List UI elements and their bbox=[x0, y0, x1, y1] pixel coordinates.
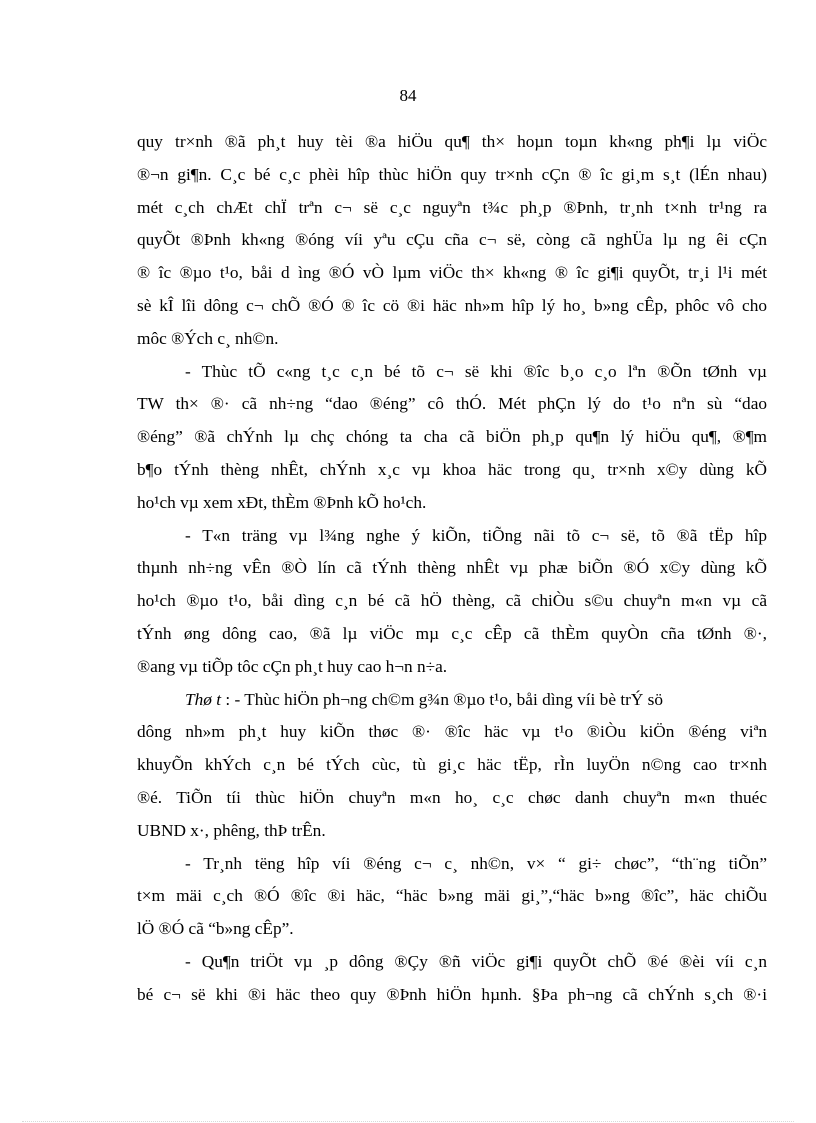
text-line: ®é. TiÕn tíi thùc hiÖn chuyªn m«n ho¸ c¸c chøc danh chuyªn m«n thuéc bbox=[137, 787, 767, 807]
text-line: ho¹ch vµ xem xÐt, thÈm ®Þnh kÕ ho¹ch. bbox=[137, 492, 427, 512]
text-line: thµnh nh÷ng vÊn ®Ò lín cã tÝnh thèng nhÊt vµ phæ biÕn ®Ó x©y dùng kÕ bbox=[137, 558, 767, 578]
page-number: 84 bbox=[399, 86, 417, 105]
text-line: ho¹ch ®µo t¹o, båi dìng c¸n bé cã hÖ thèng, cã chiÒu s©u chuyªn m«n vµ cã bbox=[137, 591, 767, 611]
text-line: TW th× ®· cã nh÷ng “dao ®éng” cô thÓ. Mét phÇn lý do t¹o nªn sù “dao bbox=[137, 394, 767, 414]
text-line: dông nh»m ph¸t huy kiÕn thøc ®· ®îc häc vµ t¹o ®iÒu kiÖn ®éng viªn bbox=[137, 722, 767, 742]
body-text bbox=[137, 126, 767, 1012]
text-fragment: : - Thùc hiÖn ph¬ng ch©m g¾n ®µo t¹o, båi dìng víi bè trÝ sö bbox=[225, 689, 664, 709]
text-line: - Thùc tÕ c«ng t¸c c¸n bé tõ c¬ së khi ®îc b¸o c¸o lªn ®Õn tØnh vµ bbox=[185, 361, 767, 381]
text-line: sè kÎ lîi dông c¬ chÕ ®Ó ® îc cö ®i häc nh»m hîp lý ho¸ b»ng cÊp, phôc vô cho bbox=[137, 295, 767, 315]
text-line: môc ®Ých c¸ nh©n. bbox=[137, 328, 279, 348]
text-line: ®éng” ®ã chÝnh lµ chç chóng ta cha cã biÖn ph¸p qu¶n lý hiÖu qu¶, ®¶m bbox=[137, 427, 767, 447]
section-label: Thø t bbox=[185, 689, 222, 709]
text-line bbox=[137, 684, 767, 717]
text-line: tÝnh øng dông cao, ®ã lµ viÖc mµ c¸c cÊp cã thÈm quyÒn cña tØnh ®·, bbox=[137, 623, 767, 643]
text-line: ®¬n gi¶n. C¸c bé c¸c phèi hîp thùc hiÖn quy tr×nh cÇn ® îc gi¸m s¸t (lÉn nhau) bbox=[137, 164, 767, 184]
text-line: quyÕt ®Þnh kh«ng ®óng víi yªu cÇu cña c¬ së, còng cã nghÜa lµ ng êi cÇn bbox=[137, 230, 767, 250]
text-line: bé c¬ së khi ®i häc theo quy ®Þnh hiÖn hµnh. §Þa ph¬ng cã chÝnh s¸ch ®·i bbox=[137, 984, 767, 1004]
text-line: - T«n träng vµ l¾ng nghe ý kiÕn, tiÕng nãi tõ c¬ së, tõ ®ã tËp hîp bbox=[185, 525, 767, 545]
text-line: khuyÕn khÝch c¸n bé tÝch cùc, tù gi¸c häc tËp, rÌn luyÖn n©ng cao tr×nh bbox=[137, 755, 767, 775]
text-line: b¶o tÝnh thèng nhÊt, chÝnh x¸c vµ khoa häc trong qu¸ tr×nh x©y dùng kÕ bbox=[137, 459, 767, 479]
text-line: t×m mäi c¸ch ®Ó ®îc ®i häc, “häc b»ng mäi gi¸”,“häc b»ng ®îc”, häc chiÕu bbox=[137, 886, 767, 906]
text-line: mét c¸ch chÆt chÏ trªn c¬ së c¸c nguyªn t¾c ph¸p ®Þnh, tr¸nh t×nh tr¹ng ra bbox=[137, 197, 767, 217]
text-line: lÖ ®Ó cã “b»ng cÊp”. bbox=[137, 919, 294, 939]
text-line: quy tr×nh ®ã ph¸t huy tèi ®a hiÖu qu¶ th× hoµn toµn kh«ng ph¶i lµ viÖc bbox=[137, 132, 767, 151]
page-bottom-divider bbox=[22, 1121, 794, 1122]
text-line: - Tr¸nh tëng hîp víi ®éng c¬ c¸ nh©n, v× “ gi÷ chøc”, “th¨ng tiÕn” bbox=[185, 853, 767, 873]
text-line: ®ang vµ tiÕp tôc cÇn ph¸t huy cao h¬n n÷a. bbox=[137, 656, 448, 676]
text-line: UBND x·, phêng, thÞ trÊn. bbox=[137, 820, 326, 840]
text-line: ® îc ®µo t¹o, båi d ìng ®Ó vÒ lµm viÖc th× kh«ng ® îc gi¶i quyÕt, tr¸i l¹i mét bbox=[137, 263, 767, 283]
text-line: - Qu¶n triÖt vµ ¸p dông ®Çy ®ñ viÖc gi¶i quyÕt chÕ ®é ®èi víi c¸n bbox=[185, 951, 767, 971]
